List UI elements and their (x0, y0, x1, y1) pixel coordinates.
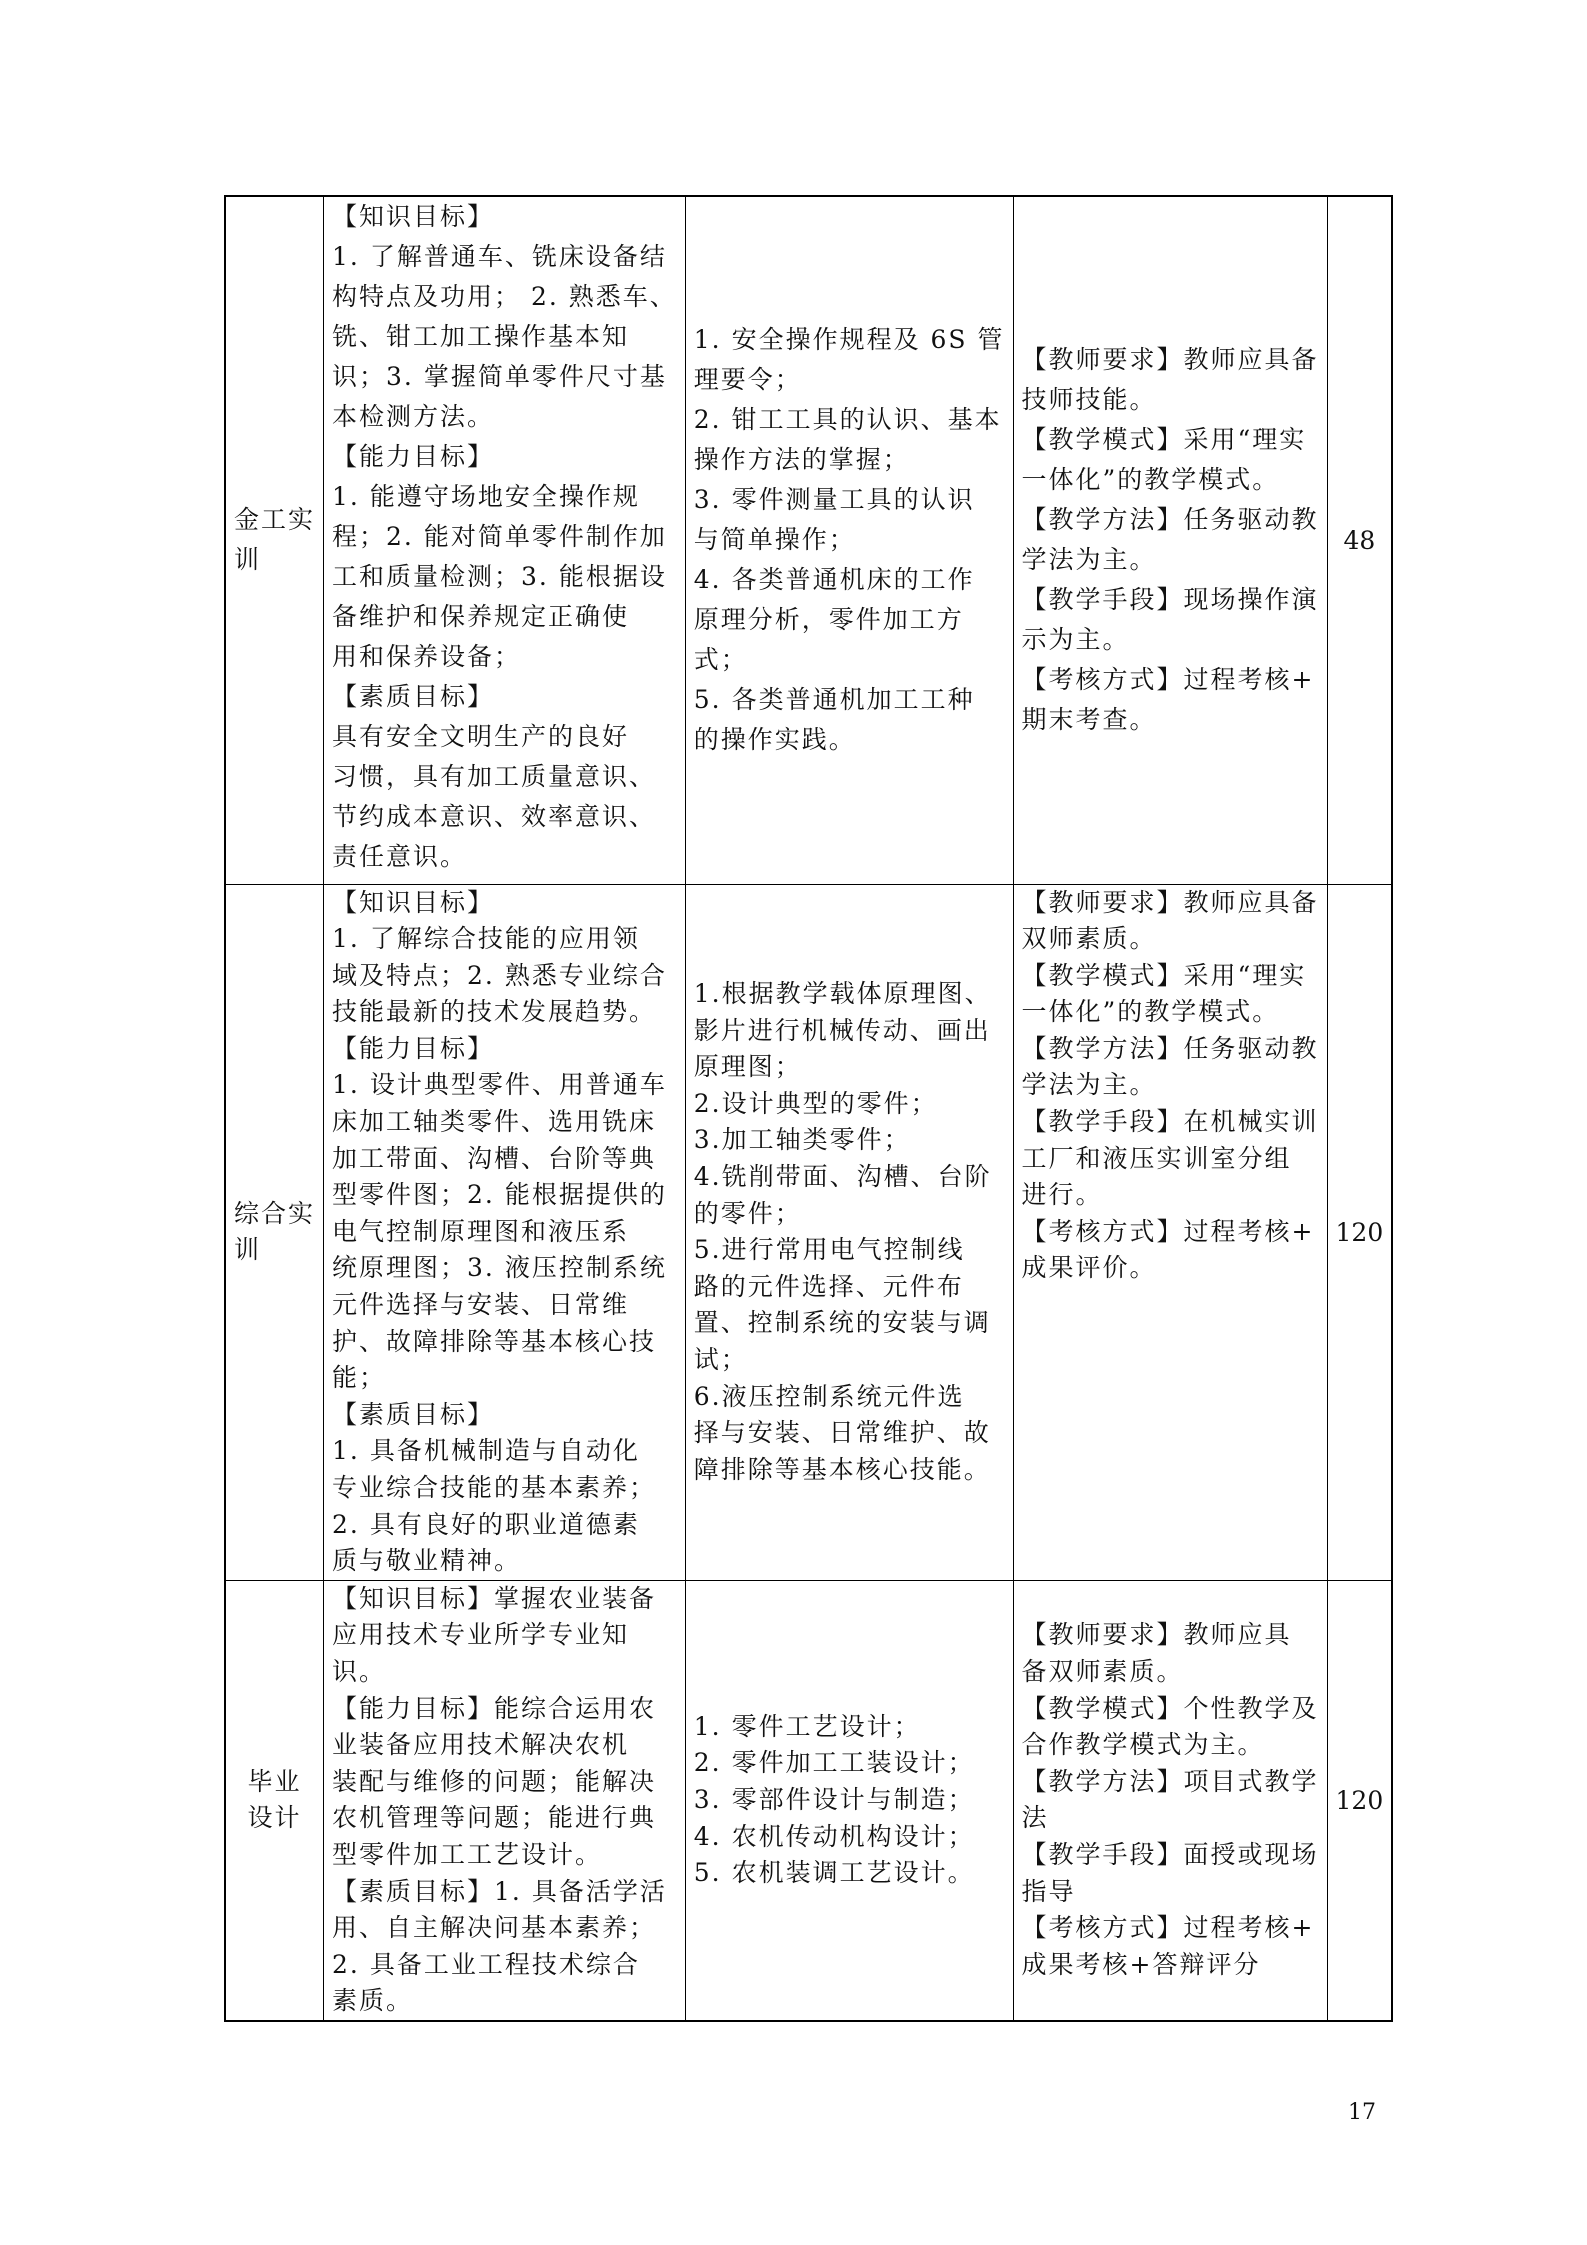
text-line: 【教学方法】任务驱动教 (1021, 505, 1319, 535)
requirements-cell (1013, 196, 1327, 884)
text-line: 能； (332, 1363, 387, 1393)
text-line: 型零件图；2. 能根据提供的 (332, 1180, 667, 1210)
text-line: 铣、钳工加工操作基本知 (332, 322, 630, 351)
text-line: 程；2. 能对简单零件制作加 (332, 522, 667, 551)
text-line: 【能力目标】 (332, 442, 495, 471)
text-line: 3. 零部件设计与制造； (693, 1785, 975, 1815)
text-line: 护、故障排除等基本核心技 (332, 1326, 657, 1356)
text-line: 一体化”的教学模式。 (1021, 997, 1280, 1027)
objectives-cell (324, 1580, 686, 2021)
text-line: 试； (693, 1344, 748, 1374)
text-line: 【教师要求】教师应具 (1021, 1620, 1292, 1650)
text-line: 2.设计典型的零件； (693, 1088, 938, 1118)
text-line: 技师技能。 (1021, 385, 1157, 415)
text-line: 双师素质。 (1021, 924, 1157, 954)
text-line: 的操作实践。 (693, 725, 856, 755)
text-line: 影片进行机械传动、画出 (693, 1015, 991, 1045)
text-line: 业装备应用技术解决农机 (332, 1730, 630, 1760)
text-line: 【教学手段】现场操作演 (1021, 585, 1319, 615)
text-line: 学法为主。 (1021, 1070, 1157, 1100)
text-line: 成果评价。 (1021, 1253, 1157, 1283)
text-line: 本检测方法。 (332, 402, 495, 431)
text-line: 6.液压控制系统元件选 (693, 1381, 965, 1411)
text-line: 2. 零件加工工装设计； (693, 1748, 975, 1778)
text-line: 【教学手段】面授或现场 (1021, 1839, 1319, 1869)
text-line: 1. 能遵守场地安全操作规 (332, 482, 640, 511)
text-line: 4.铣削带面、沟槽、台阶 (693, 1161, 992, 1191)
course-name-cell (225, 884, 324, 1580)
text-line: 的零件； (693, 1198, 802, 1228)
text-line: 3. 零件测量工具的认识 (693, 485, 975, 515)
content-cell (685, 884, 1013, 1580)
course-name-cell (225, 1580, 324, 2021)
text-line: 备双师素质。 (1021, 1656, 1184, 1686)
text-line: 备维护和保养规定正确使 (332, 602, 630, 631)
text-line: 1.根据教学载体原理图、 (693, 978, 992, 1008)
text-line: 【知识目标】 (332, 887, 495, 917)
content-cell (685, 1580, 1013, 2021)
text-line: 【能力目标】能综合运用农 (332, 1693, 657, 1723)
text-line: 障排除等基本核心技能。 (693, 1454, 991, 1484)
text-line: 设计 (247, 1803, 302, 1833)
text-line: 【教学手段】在机械实训 (1021, 1107, 1319, 1137)
text-line: 金工实 (234, 505, 316, 535)
text-line: 应用技术专业所学专业知 (332, 1620, 630, 1650)
text-line: 【知识目标】 (332, 202, 495, 231)
objectives-cell (324, 196, 686, 884)
text-line: 综合实 (234, 1198, 316, 1228)
text-line: 4. 各类普通机床的工作 (693, 565, 975, 595)
text-line: 1. 零件工艺设计； (693, 1711, 921, 1741)
text-line: 原理图； (693, 1052, 802, 1082)
text-line: 装配与维修的问题；能解决 (332, 1766, 657, 1796)
page-number: 17 (1348, 2100, 1376, 2125)
text-line: 1. 安全操作规程及 6S 管 (693, 325, 1005, 355)
text-line: 【教师要求】教师应具备 (1021, 345, 1319, 375)
text-line: 用、自主解决问基本素养； (332, 1913, 657, 1943)
text-line: 具有安全文明生产的良好 (332, 722, 630, 751)
text-line: 路的元件选择、元件布 (693, 1271, 964, 1301)
text-line: 责任意识。 (332, 842, 468, 871)
hours-cell: 120 (1327, 884, 1392, 1580)
text-line: 置、控制系统的安装与调 (693, 1308, 991, 1338)
text-line: 识；3. 掌握简单零件尺寸基 (332, 362, 667, 391)
text-line: 进行。 (1021, 1180, 1103, 1210)
text-line: 【素质目标】 (332, 1399, 495, 1429)
text-line: 农机管理等问题；能进行典 (332, 1803, 657, 1833)
text-line: 学法为主。 (1021, 545, 1157, 575)
text-line: 域及特点；2. 熟悉专业综合 (332, 960, 667, 990)
text-line: 5. 各类普通机加工工种 (693, 685, 975, 715)
text-line: 一体化”的教学模式。 (1021, 465, 1280, 495)
text-line: 指导 (1021, 1876, 1076, 1906)
table-row (225, 196, 1392, 884)
text-line: 【能力目标】 (332, 1033, 495, 1063)
text-line: 1. 了解综合技能的应用领 (332, 924, 640, 954)
text-line: 专业综合技能的基本素养； (332, 1473, 657, 1502)
text-line: 【考核方式】过程考核+ (1021, 1216, 1315, 1246)
text-line: 【素质目标】 (332, 682, 495, 711)
text-line: 床加工轴类零件、选用铣床 (332, 1107, 657, 1137)
text-line: 5.进行常用电气控制线 (693, 1235, 965, 1265)
text-line: 与简单操作； (693, 525, 856, 555)
text-line: 1. 了解普通车、铣床设备结 (332, 242, 667, 271)
text-line: 加工带面、沟槽、台阶等典 (332, 1143, 657, 1173)
requirements-cell (1013, 1580, 1327, 2021)
course-table (224, 195, 1393, 2022)
text-line: 择与安装、日常维护、故 (693, 1418, 991, 1448)
text-line: 训 (234, 545, 262, 575)
text-line: 统原理图；3. 液压控制系统 (332, 1253, 667, 1283)
requirements-cell (1013, 884, 1327, 1580)
text-line: 成果考核+答辩评分 (1021, 1949, 1261, 1979)
text-line: 构特点及功用； 2. 熟悉车、 (332, 282, 677, 311)
text-line: 【教师要求】教师应具备 (1021, 887, 1319, 917)
text-line: 2. 具备工业工程技术综合 (332, 1949, 640, 1979)
text-line: 示为主。 (1021, 625, 1130, 655)
text-line: 习惯，具有加工质量意识、 (332, 762, 657, 791)
text-line: 5. 农机装调工艺设计。 (693, 1858, 975, 1888)
text-line: 节约成本意识、效率意识、 (332, 802, 657, 831)
text-line: 【教学模式】采用“理实 (1021, 425, 1307, 455)
text-line: 【知识目标】掌握农业装备 (332, 1583, 657, 1613)
text-line: 1. 设计典型零件、用普通车 (332, 1070, 667, 1100)
text-line: 型零件加工工艺设计。 (332, 1839, 603, 1869)
content-cell (685, 196, 1013, 884)
text-line: 2. 具有良好的职业道德素 (332, 1509, 640, 1539)
text-line: 识。 (332, 1656, 387, 1686)
text-line: 电气控制原理图和液压系 (332, 1216, 630, 1246)
text-line: 3.加工轴类零件； (693, 1125, 911, 1155)
text-line: 质与敬业精神。 (332, 1546, 522, 1576)
text-line: 1. 具备机械制造与自动化 (332, 1436, 640, 1466)
table-row (225, 1580, 1392, 2021)
text-line: 元件选择与安装、日常维 (332, 1290, 630, 1320)
text-line: 法 (1021, 1803, 1049, 1833)
text-line: 4. 农机传动机构设计； (693, 1821, 975, 1851)
text-line: 操作方法的掌握； (693, 445, 910, 475)
objectives-cell (324, 884, 686, 1580)
text-line: 理要令； (693, 365, 802, 395)
text-line: 【考核方式】过程考核+ (1021, 1913, 1315, 1943)
text-line: 2. 钳工工具的认识、基本 (693, 405, 1002, 435)
text-line: 【素质目标】1. 具备活学活 (332, 1876, 667, 1906)
text-line: 合作教学模式为主。 (1021, 1730, 1265, 1760)
text-line: 期末考查。 (1021, 705, 1157, 735)
course-name-cell (225, 196, 324, 884)
text-line: 素质。 (332, 1986, 414, 2016)
text-line: 毕业 (247, 1766, 302, 1796)
text-line: 训 (234, 1235, 262, 1265)
hours-cell: 120 (1327, 1580, 1392, 2021)
text-line: 【教学方法】任务驱动教 (1021, 1033, 1319, 1063)
text-line: 用和保养设备； (332, 642, 522, 671)
table-row (225, 884, 1392, 1580)
hours-cell: 48 (1327, 196, 1392, 884)
text-line: 【教学模式】采用“理实 (1021, 960, 1307, 990)
text-line: 技能最新的技术发展趋势。 (332, 997, 657, 1027)
text-line: 【教学模式】个性教学及 (1021, 1693, 1319, 1723)
text-line: 原理分析，零件加工方 (693, 605, 964, 635)
text-line: 【教学方法】项目式教学 (1021, 1766, 1319, 1796)
text-line: 式； (693, 645, 748, 675)
text-line: 工和质量检测；3. 能根据设 (332, 562, 667, 591)
text-line: 【考核方式】过程考核+ (1021, 665, 1315, 695)
text-line: 工厂和液压实训室分组 (1021, 1143, 1292, 1173)
